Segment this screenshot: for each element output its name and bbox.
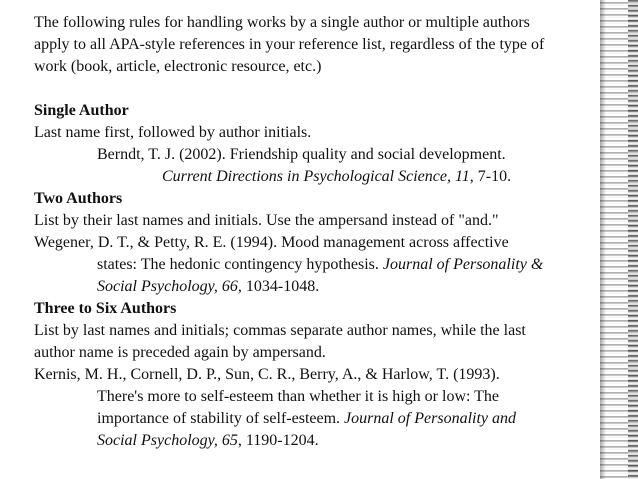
- single-author-example-line-1: Berndt, T. J. (2002). Friendship quality and social development.: [97, 146, 506, 163]
- two-authors-rule: List by their last names and initials. Use the ampersand instead of "and.": [34, 212, 499, 229]
- two-authors-example-line-1: Wegener, D. T., & Petty, R. E. (1994). Mood management across affective: [34, 234, 509, 251]
- spacer: [34, 78, 594, 100]
- single-author-journal: Current Directions in Psychological Science, 11: [162, 168, 470, 185]
- three-authors-journal-part-2: Social Psychology, 65: [97, 432, 238, 449]
- two-authors-heading: Two Authors: [34, 190, 123, 207]
- single-author-rule: Last name first, followed by author initials.: [34, 124, 312, 141]
- intro-line-3: work (book, article, electronic resource, etc.): [34, 58, 322, 75]
- two-authors-journal-part-2: Social Psychology, 66: [97, 278, 238, 295]
- three-authors-journal-part-1: Journal of Personality and: [344, 410, 517, 427]
- two-authors-example-line-3: [34, 276, 594, 298]
- three-authors-title: importance of stability of self-esteem.: [97, 410, 345, 427]
- two-authors-pages: , 1034-1048.: [237, 278, 320, 295]
- single-author-heading: Single Author: [34, 102, 129, 119]
- single-author-example-line-2: [34, 166, 594, 188]
- two-authors-title: states: The hedonic contingency hypothesis.: [97, 256, 383, 273]
- three-authors-pages: , 1190-1204.: [237, 432, 319, 449]
- decorative-edge-stripe: [600, 0, 638, 479]
- document-body: [34, 12, 594, 452]
- intro-line-1: The following rules for handling works by a single author or multiple authors: [34, 14, 530, 31]
- three-authors-heading: Three to Six Authors: [34, 300, 177, 317]
- three-authors-example-line-4: [34, 430, 594, 452]
- three-authors-example-line-2: There's more to self-esteem than whether it is high or low: The: [97, 388, 500, 405]
- three-authors-rule-line-2: author name is preceded again by ampersand.: [34, 344, 326, 361]
- single-author-pages: , 7-10.: [469, 168, 512, 185]
- three-authors-example-line-1: Kernis, M. H., Cornell, D. P., Sun, C. R., Berry, A., & Harlow, T. (1993).: [34, 366, 500, 383]
- three-authors-rule-line-1: List by last names and initials; commas separate author names, while the last: [34, 322, 526, 339]
- two-authors-journal-part-1: Journal of Personality &: [382, 256, 544, 273]
- intro-line-2: apply to all APA-style references in your reference list, regardless of the type of: [34, 36, 545, 53]
- three-authors-example-line-3: [34, 408, 594, 430]
- two-authors-example-line-2: [34, 254, 594, 276]
